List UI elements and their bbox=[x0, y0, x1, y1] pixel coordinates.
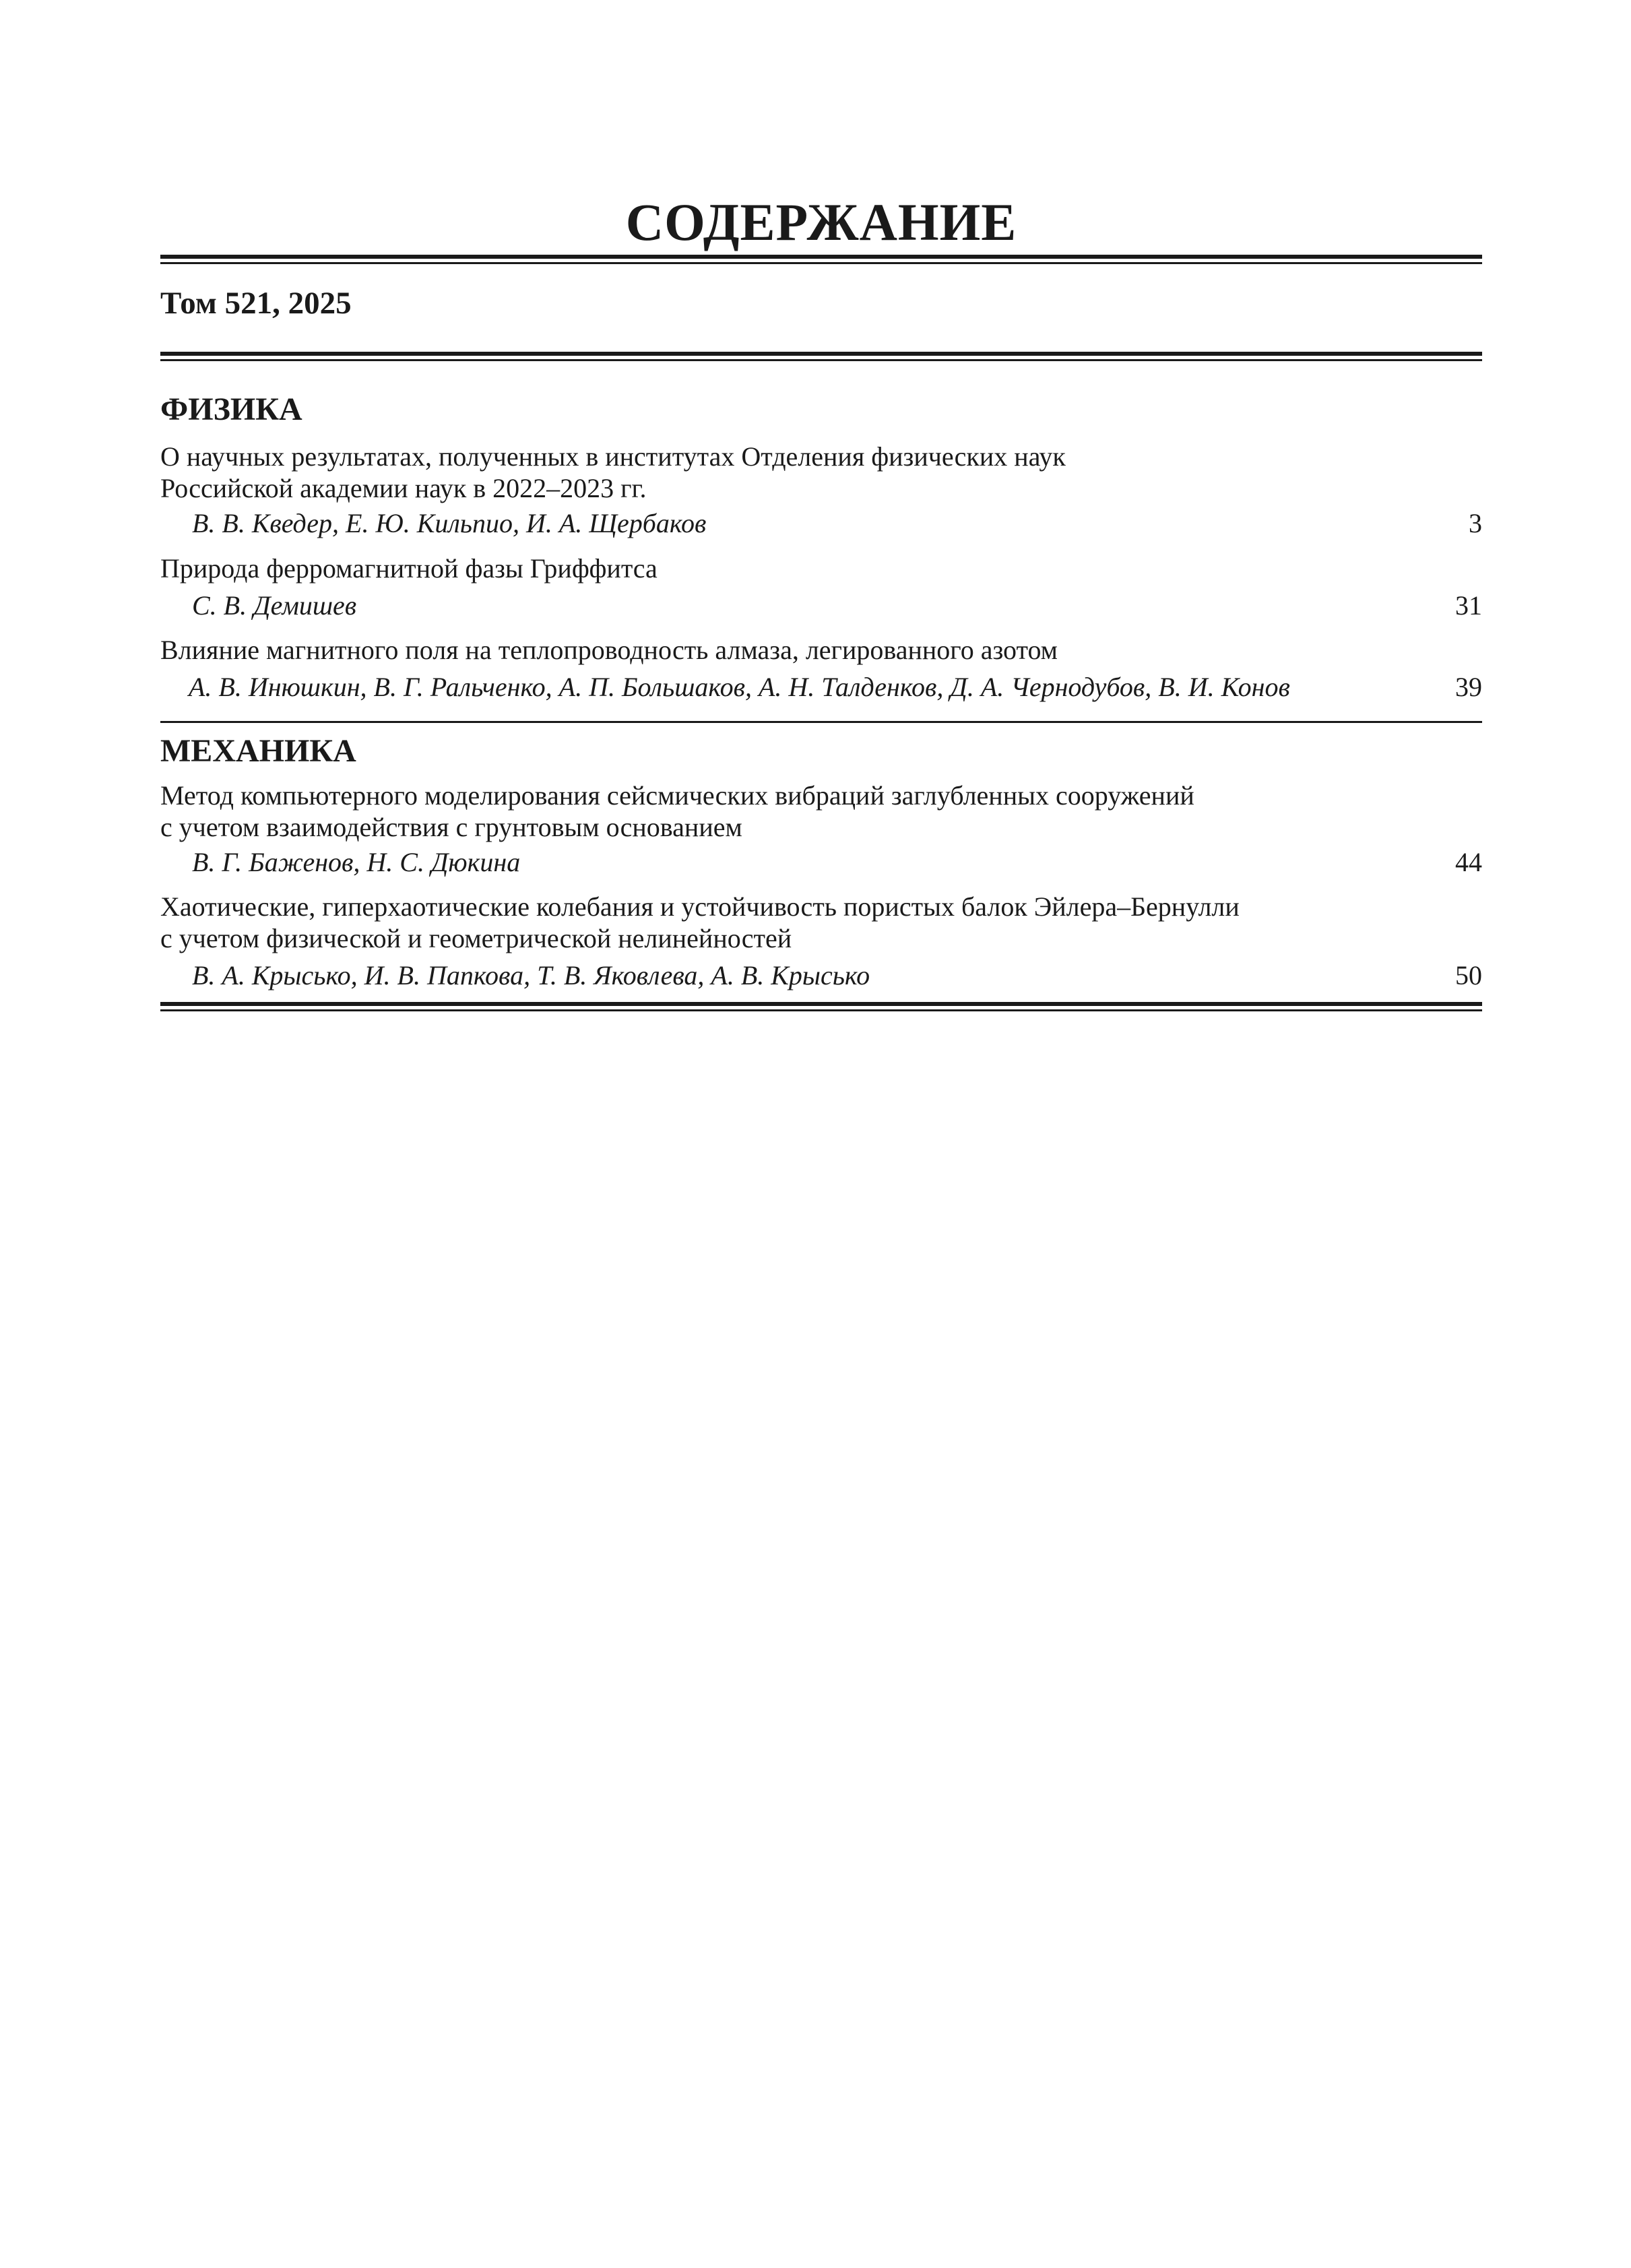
section-heading-mechanics: МЕХАНИКА bbox=[160, 733, 356, 769]
article-title[interactable] bbox=[160, 553, 1482, 584]
volume-label: Том 521, 2025 bbox=[160, 286, 352, 321]
article-authors: В. Г. Баженов, Н. С. Дюкина bbox=[192, 847, 521, 877]
article-title-line: Природа ферромагнитной фазы Гриффитса bbox=[160, 553, 658, 584]
volume-rule bbox=[160, 352, 1482, 361]
article-title-line: Влияние магнитного поля на теплопроводность алмаза, легированного азотом bbox=[160, 635, 1058, 665]
article-authors: А. В. Инюшкин, В. Г. Ральченко, А. П. Большаков, А. Н. Талденков, Д. А. Чернодубов, В. И. Конов bbox=[189, 672, 1290, 702]
article-page-number[interactable]: 3 bbox=[1469, 508, 1482, 538]
page-title: СОДЕРЖАНИЕ bbox=[625, 193, 1017, 251]
article-authors: С. В. Демишев bbox=[192, 590, 357, 621]
article-page-number[interactable]: 39 bbox=[1455, 672, 1482, 702]
article-title-line: О научных результатах, полученных в институтах Отделения физических наук bbox=[160, 441, 1066, 472]
article-title-line: Хаотические, гиперхаотические колебания и устойчивость пористых балок Эйлера–Бернулли bbox=[160, 891, 1240, 922]
article-title-line: Российской академии наук в 2022–2023 гг. bbox=[160, 473, 647, 503]
article-title-line: Метод компьютерного моделирования сейсмических вибраций заглубленных сооружений bbox=[160, 780, 1194, 811]
article-title-line: с учетом физической и геометрической нелинейностей bbox=[160, 923, 792, 953]
section-heading-physics: ФИЗИКА bbox=[160, 391, 302, 427]
article-authors: В. А. Крысько, И. В. Папкова, Т. В. Яковлева, А. В. Крысько bbox=[192, 960, 870, 990]
article-title-line: с учетом взаимодействия с грунтовым основанием bbox=[160, 812, 742, 842]
title-rule bbox=[160, 255, 1482, 264]
section-divider bbox=[160, 721, 1482, 723]
article-page-number[interactable]: 31 bbox=[1455, 590, 1482, 621]
article-title[interactable] bbox=[160, 780, 1482, 843]
article-title[interactable] bbox=[160, 891, 1482, 954]
article-page-number[interactable]: 50 bbox=[1455, 960, 1482, 990]
article-authors: В. В. Кведер, Е. Ю. Кильпио, И. А. Щербаков bbox=[192, 508, 707, 538]
bottom-rule bbox=[160, 1002, 1482, 1011]
article-title[interactable] bbox=[160, 634, 1482, 666]
article-title[interactable] bbox=[160, 441, 1482, 504]
article-page-number[interactable]: 44 bbox=[1455, 847, 1482, 877]
